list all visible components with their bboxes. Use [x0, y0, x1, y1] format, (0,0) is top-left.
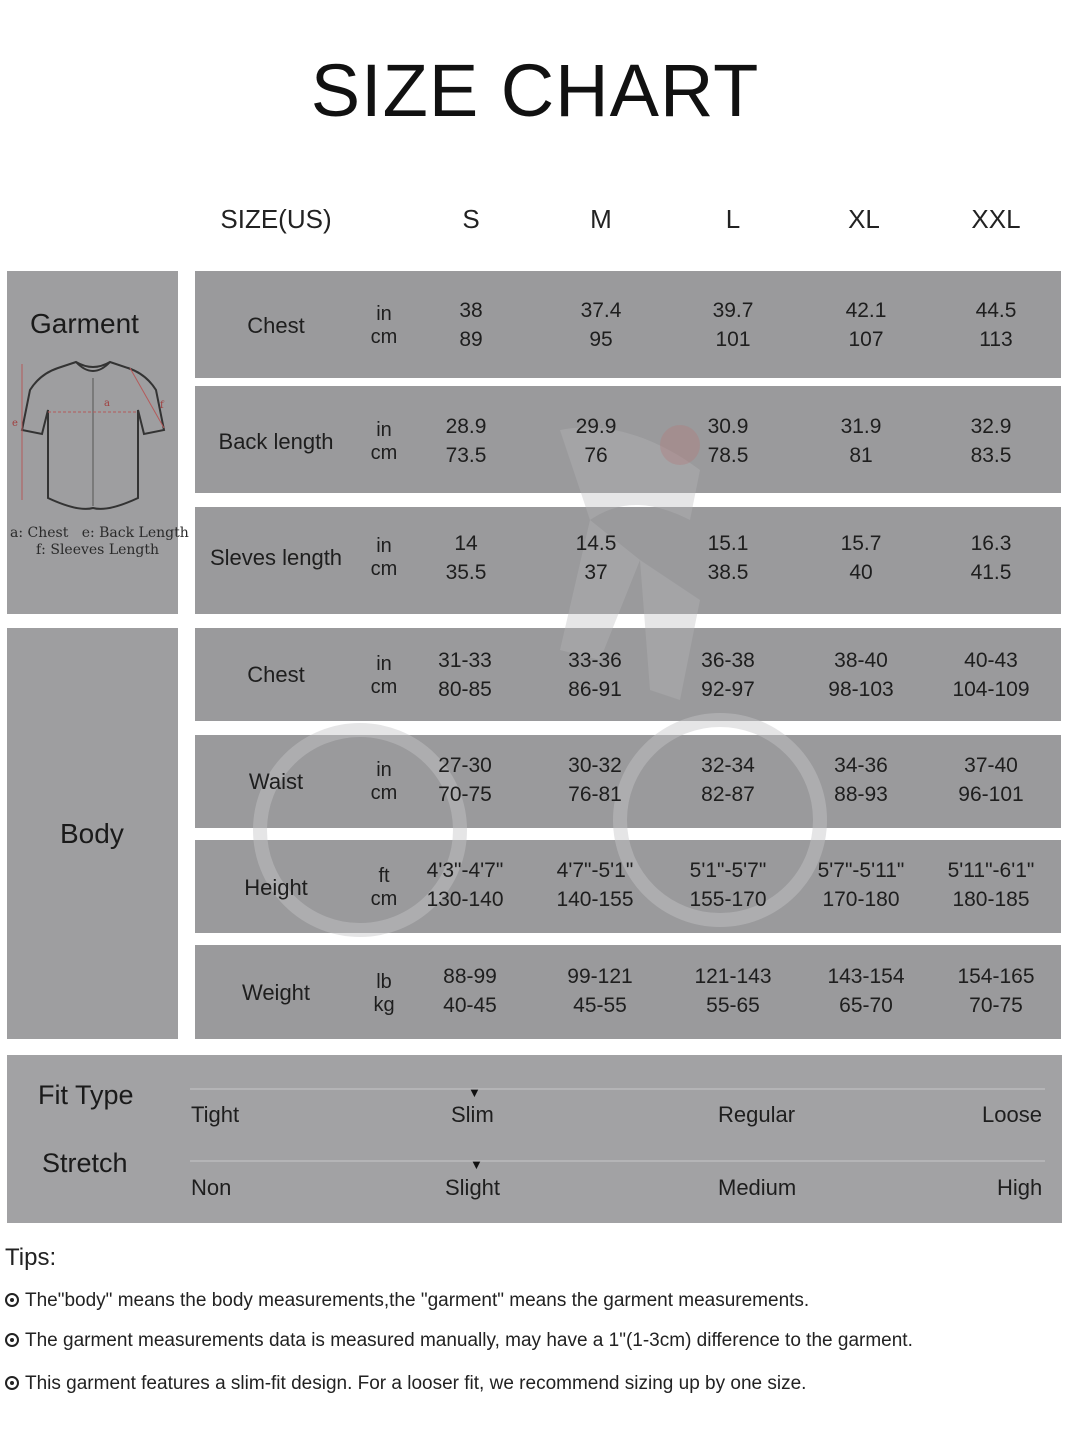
garment-section-title: Garment — [30, 308, 139, 339]
cell-value: 98-103 — [828, 678, 894, 701]
cell-value: 4'3"-4'7" — [426, 859, 504, 882]
cell-value: 155-170 — [689, 888, 767, 911]
tip-item — [5, 1290, 809, 1312]
garment-back-length-label: Back length — [218, 429, 334, 454]
cell-value: 15.1 — [707, 532, 749, 555]
stretch-scale-line — [190, 1160, 1045, 1162]
cell-value: 78.5 — [707, 444, 749, 467]
fit-panel — [7, 1055, 1062, 1223]
fit-option-slim: Slim — [451, 1102, 494, 1127]
size-header-l: L — [725, 204, 741, 234]
cell-value: 33-36 — [568, 649, 622, 672]
stretch-selected-marker-icon: ▼ — [470, 1157, 483, 1172]
cell-value: 55-65 — [706, 994, 760, 1017]
diagram-legend-line2: f: Sleeves Length — [36, 542, 160, 558]
cell-value: 4'7"-5'1" — [556, 859, 634, 882]
cell-value: 31.9 — [840, 415, 882, 438]
size-us-header: SIZE(US) — [220, 204, 332, 234]
cell-value: 92-97 — [701, 678, 755, 701]
tip-text: This garment features a slim-fit design. For a looser fit, we recommend sizing up by one size. — [25, 1373, 807, 1394]
cell-value: 121-143 — [694, 965, 772, 988]
cell-value: 29.9 — [575, 415, 617, 438]
cell-value: 80-85 — [438, 678, 492, 701]
cell-value: 5'7"-5'11" — [817, 859, 905, 882]
cell-value: 5'11"-6'1" — [947, 859, 1035, 882]
cell-value: 130-140 — [426, 888, 504, 911]
cell-value: 27-30 — [438, 754, 492, 777]
size-header-m: M — [590, 204, 612, 234]
unit-lb: lb — [376, 971, 392, 993]
unit-in: in — [376, 535, 392, 557]
cell-value: 89 — [459, 328, 483, 351]
cell-value: 32.9 — [970, 415, 1012, 438]
body-waist-label: Waist — [248, 769, 304, 794]
stretch-option-slight: Slight — [445, 1175, 501, 1200]
cell-value: 88-99 — [443, 965, 497, 988]
size-header-xxl: XXL — [971, 204, 1021, 234]
cell-value: 40 — [849, 561, 873, 584]
cell-value: 38.5 — [707, 561, 749, 584]
fit-option-tight: Tight — [191, 1102, 240, 1127]
stretch-option-high: High — [997, 1175, 1043, 1200]
cell-value: 40-43 — [964, 649, 1018, 672]
fit-type-title: Fit Type — [38, 1080, 134, 1110]
page-title: SIZE CHART — [310, 49, 760, 132]
stretch-title: Stretch — [42, 1148, 128, 1178]
bullet-icon — [5, 1333, 19, 1347]
cell-value: 95 — [589, 328, 613, 351]
cell-value: 39.7 — [712, 299, 754, 322]
fit-option-loose: Loose — [982, 1102, 1042, 1127]
cell-value: 37 — [584, 561, 608, 584]
unit-in: in — [376, 419, 392, 441]
cell-value: 113 — [979, 328, 1013, 351]
body-chest-label: Chest — [247, 662, 305, 687]
unit-kg: kg — [373, 994, 395, 1016]
unit-in: in — [376, 303, 392, 325]
fit-scale-line — [190, 1088, 1045, 1090]
unit-cm: cm — [370, 676, 398, 698]
cell-value: 34-36 — [834, 754, 888, 777]
cell-value: 65-70 — [839, 994, 893, 1017]
cell-value: 38-40 — [834, 649, 888, 672]
unit-in: in — [376, 653, 392, 675]
size-header-xl: XL — [848, 204, 880, 234]
tip-text: The garment measurements data is measured manually, may have a 1"(1-3cm) difference to the garment. — [25, 1330, 913, 1351]
bullet-icon — [5, 1376, 19, 1390]
fit-option-regular: Regular — [718, 1102, 796, 1127]
cell-value: 82-87 — [701, 783, 755, 806]
unit-cm: cm — [370, 558, 398, 580]
cell-value: 140-155 — [556, 888, 634, 911]
cell-value: 5'1"-5'7" — [689, 859, 767, 882]
cell-value: 70-75 — [969, 994, 1023, 1017]
cell-value: 170-180 — [822, 888, 900, 911]
unit-cm: cm — [370, 442, 398, 464]
cell-value: 37-40 — [964, 754, 1018, 777]
body-height-label: Height — [244, 875, 308, 900]
cell-value: 180-185 — [952, 888, 1030, 911]
cell-value: 30-32 — [568, 754, 622, 777]
cell-value: 14 — [454, 532, 478, 555]
cell-value: 45-55 — [573, 994, 627, 1017]
cell-value: 101 — [715, 328, 751, 351]
cell-value: 143-154 — [827, 965, 905, 988]
jersey-diagram-icon — [8, 350, 178, 550]
garment-sleeves-length-label: Sleves length — [209, 545, 343, 570]
cell-value: 44.5 — [975, 299, 1017, 322]
cell-value: 107 — [848, 328, 884, 351]
cell-value: 28.9 — [445, 415, 487, 438]
cell-value: 32-34 — [701, 754, 755, 777]
cell-value: 42.1 — [845, 299, 887, 322]
unit-ft: ft — [378, 865, 390, 887]
body-weight-label: Weight — [241, 980, 311, 1005]
cell-value: 154-165 — [957, 965, 1035, 988]
diagram-label-f: f — [160, 400, 164, 411]
stretch-option-non: Non — [191, 1175, 232, 1200]
cell-value: 40-45 — [443, 994, 497, 1017]
cell-value: 38 — [459, 299, 483, 322]
cell-value: 37.4 — [580, 299, 622, 322]
cell-value: 88-93 — [834, 783, 888, 806]
cell-value: 96-101 — [958, 783, 1024, 806]
cell-value: 36-38 — [701, 649, 755, 672]
cell-value: 41.5 — [970, 561, 1012, 584]
cell-value: 81 — [849, 444, 873, 467]
bullet-icon — [5, 1293, 19, 1307]
cell-value: 86-91 — [568, 678, 622, 701]
diagram-label-a: a — [104, 398, 110, 409]
diagram-label-e: e — [12, 418, 18, 429]
unit-cm: cm — [370, 888, 398, 910]
unit-in: in — [376, 759, 392, 781]
tip-text: The"body" means the body measurements,the "garment" means the garment measurements. — [25, 1290, 810, 1311]
diagram-legend-line1: a: Chest e: Back Length — [10, 525, 189, 541]
tips-heading: Tips: — [5, 1244, 57, 1271]
unit-cm: cm — [370, 326, 398, 348]
cell-value: 76 — [584, 444, 608, 467]
cell-value: 35.5 — [445, 561, 487, 584]
cell-value: 14.5 — [575, 532, 617, 555]
cell-value: 83.5 — [970, 444, 1012, 467]
cell-value: 76-81 — [568, 783, 622, 806]
size-header-s: S — [462, 204, 480, 234]
unit-cm: cm — [370, 782, 398, 804]
cell-value: 31-33 — [438, 649, 492, 672]
tip-item — [5, 1373, 806, 1395]
body-section-title: Body — [60, 818, 124, 849]
garment-chest-label: Chest — [247, 313, 305, 338]
stretch-option-medium: Medium — [718, 1175, 797, 1200]
cell-value: 73.5 — [445, 444, 487, 467]
cell-value: 15.7 — [840, 532, 882, 555]
cell-value: 70-75 — [438, 783, 492, 806]
tip-item — [5, 1330, 913, 1352]
fit-selected-marker-icon: ▼ — [468, 1085, 481, 1100]
cell-value: 30.9 — [707, 415, 749, 438]
cell-value: 104-109 — [952, 678, 1030, 701]
cell-value: 16.3 — [970, 532, 1012, 555]
cell-value: 99-121 — [567, 965, 633, 988]
